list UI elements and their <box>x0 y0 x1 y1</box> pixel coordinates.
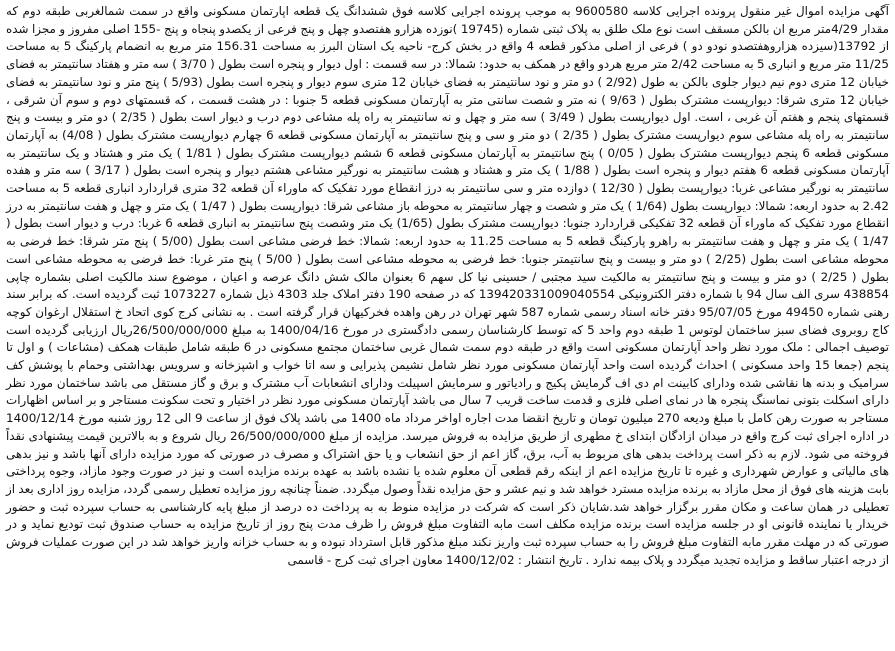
auction-notice-text: آگهی مزایده اموال غیر منقول پرونده اجرایی کلاسه 9600580 به موجب پرونده اجرایی کلاسه فوق ششدانگ یک قطعه اپارتمان مسکونی واقع در سمت شمالغربی طبقه دوم که مقدار 4/29متر مربع ان بالکن مسقف است نوع ملک طلق به پلاک ثبتی شماره (19745 )نوزده هزارو هفتصدو چهل و پنج فرعی از یکصدو پنجاه و پنج -155 اصلی مفروز و مجزا شده از 13792(سیزده هزاروهفتصدو نودو دو ) فرعی از اصلی مذکور قطعه 4 واقع در بخش کرج- ناحیه یک استان البرز به مساحت 156.31 متر مربع به انضمام پارکینگ 5 به مساحت 11/25 متر مربع و انباری 5 به مساحت 2/42 متر مربع هردو واقع در همکف به حدود: شمالا: در سه قسمت : اول دیوار و پنجره است بطول ( 3/70 ) سه متر و هفتاد سانتیمتر به فضای خیابان 12 متری دوم نیم دیوار جلوی بالکن به طول (2/92 ) دو متر و نود سانتیمتر به فضای خیابان 12 متری سوم دیوار و پنجره است بطول (5/93 ) پنج متر و نود سانتیمتر به فضای خیابان 12 متری شرقا: دیوارپست مشترک بطول ( 9/63 ) نه متر و شصت سانتی متر به آپارتمان مسکونی قطعه 5 جنوبا : در هشت قسمت ، که قسمتهای دوم و سوم آن شرقی ، قسمتهای پنجم و هفتم آن غربی ، است. اول دیوارپست بطول ( 3/49 ) سه متر و چهل و نه سانتیمتر به راه پله مشاعی دوم درب و دیوار است بطول ( 2/35 ) دو متر و بیست و پنج سانتیمتر به راه پله مشاعی سوم دیوارپست مشترک بطول ( 2/35 ) دو متر و سی و پنج سانتیمتر به آپارتمان مسکونی قطعه 6 چهارم دیوارپست مشترک بطول ( 4/08) به آپارتمان مسکونی قطعه 6 پنجم دیوارپست مشترک بطول ( 0/05 ) پنج سانتیمتر به آپارتمان مسکونی قطعه 6 ششم دیوارپست مشترک بطول ( 1/81 ) یک متر و هشتاد و یک سانتیمتر به آپارتمان مسکونی قطعه 6 هفتم دیوار و پنجره است بطول ( 1/88 ) یک متر و هشتاد و هشت سانتیمتر به نورگیر مشاعی هشتم دیوار و پنجره است بطول ( 3/17 ) سه متر و هفده سانتیمتر به نورگیر مشاعی غربا: دیوارپست بطول ( 12/30 ) دوازده متر و سی سانتیمتر به درز انقطاع مورد تفکیک که ماوراء آن قطعه 32 متری قراردارد انباری قطعه 5 به مساحت 2.42 به حدود اربعه: شمالا: دیوارپست بطول (1/64 ) یک متر و شصت و چهار سانتیمتر به محوطه باز مشاعی شرقا: دیوارپست بطول ( 1/47 ) یک متر و چهل و هفت سانتیمتر به درز انقطاع مورد تفکیک که ماوراء آن قطعه 32 تفکیکی قراردارد جنوبا: دیوارپست مشترک بطول (1/65) یک متر وشصت پنج سانتیمتر به انباری قطعه 6 غربا: درب و دیوار است بطول ( 1/47 ) یک متر و چهل و هفت سانتیمتر به راهرو پارکینگ قطعه 5 به مساحت 11.25 به حدود اربعه: شمالا: خط فرضی مشاعی است بطول (5/00 ) پنج متر شرقا: خط فرضی به محوطه مشاعی است بطول (2/25 ) دو متر و بیست و پنج سانتیمتر جنوبا: خط فرضی به محوطه مشاعی است بطول ( 5/00 ) پنج متر غربا: خط فرضی به محوطه مشاعی است بطول ( 2/25 ) دو متر و بیست و پنج سانتیمتر به مالکیت سید مجتبی / حسینی نیا کل سهم 6 بعنوان مالک شش دانگ عرصه و اعیان ، موضوع سند مالکیت اصلی بشماره چاپی 438854 سری الف سال 94 با شماره دفتر الکترونیکی 139420331009040554 که در صفحه 190 دفتر املاک جلد 4303 ذیل شماره 1073227 ثبت گردیده است. که برابر سند رهنی شماره 49450 مورخ 95/07/05 دفتر خانه اسناد رسمی شماره 587 شهر تهران در رهن واهده فخرکیهان قرار گرفته است . به نشانی کرج کوی اتحاد خ استقلال ارغوان کوچه کاج روبروی فضای سبز ساختمان لوتوس 1 طبقه دوم واحد 5 که توسط کارشناسان رسمی دادگستری در مورخ 1400/04/16 به مبلغ 26/500/000/000ریال ارزیابی گردیده است توصیف اجمالی : ملک مورد نظر واحد آپارتمان مسکونی است واقع در طبقه دوم سمت شمال غربی ساختمان مجتمع مسکونی در 6 طبقه شامل طبقات همکف (مشاعات ) و اول تا پنجم (جمعا 15 واحد مسکونی ) احداث گردیده است واحد آپارتمان مسکونی مورد نظر شامل نشیمن پذیرایی و سه اتا خواب و اشپزخانه و سرویس بهداشتی وحمام با پوشش کف سرامیک و بدنه ها نقاشی شده ودارای کابینت ام دی اف گرمایش پکیج و رادیاتور و سرمایش اسپیلت ودارای انشعابات آب مشترک و برق و گاز مستقل می باشد ساختمان مورد نظر دارای اسکلت بتونی نماسنگ پنجره ها در نمای اصلی فلزی و قدمت ساخت قریب 7 سال می باشد آپارتمان مسکونی مورد نظر در اختیار و تحت سکونت مستاجر و بر اساس اظهارات مستاجر به صورت رهن کامل با مبلغ ودیعه 270 میلیون تومان و تاریخ انقضا مدت اجاره اواخر مرداد ماه 1400 می باشد پلاک فوق از ساعت 9 الی 12 روز شنبه مورخ 1400/12/14 در اداره اجرای ثبت کرج واقع در میدان ازادگان ابتدای خ مطهری از طریق مزایده به فروش میرسد. مزایده از مبلغ 26/500/000/000 ریال شروع و به بالاترین قیمت پیشنهادی نقداً فروخته می شود. لازم به ذکر است پرداخت بدهی های مربوط به آب، برق، گاز اعم از حق انشعاب و یا حق اشتراک و مصرف در صورتی که مورد مزایده دارای آنها باشد و نیز بدهی های مالیاتی و عوارض شهرداری و غیره تا تاریخ مزایده اعم از اینکه رقم قطعی آن معلوم شده یا نشده باشد به عهده برنده مزایده است و نیز در صورت وجود مازاد، وجوه پرداختی بابت هزینه های فوق از محل مازاد به برنده مزایده مسترد خواهد شد و نیم عشر و حق مزایده نقداً وصول میگردد. ضمناً چنانچه روز مزایده تعطیل رسمی گردد، مزایده روز اداری بعد از تعطیلی در همان ساعت و مکان مقرر برگزار خواهد شد.شایان ذکر است که شرکت در مزایده منوط به به پرداخت ده درصد از مبلغ پایه کارشناسی به حساب سپرده ثبت و حضور خریدار یا نماینده قانونی او در جلسه مزایده است برنده مزایده مکلف است مابه التفاوت مبلغ فروش را ظرف مدت پنج روز از تاریخ مزایده به حساب صندوق ثبت تودیع نماید و در صورتی که در مهلت مقرر مابه التفاوت مبلغ فروش را به حساب سپرده ثبت واریز نکند مبلغ مذکور قابل استرداد نبوده و به حساب خزانه واریز خواهد شد در این صورت عملیات فروش از درجه اعتبار ساقط و مزایده تجدید میگردد و پلاک بیمه ندارد . تاریخ انتشار : 1400/12/02 معاون اجرای ثبت کرج - قاسمی <box>6 4 890 567</box>
